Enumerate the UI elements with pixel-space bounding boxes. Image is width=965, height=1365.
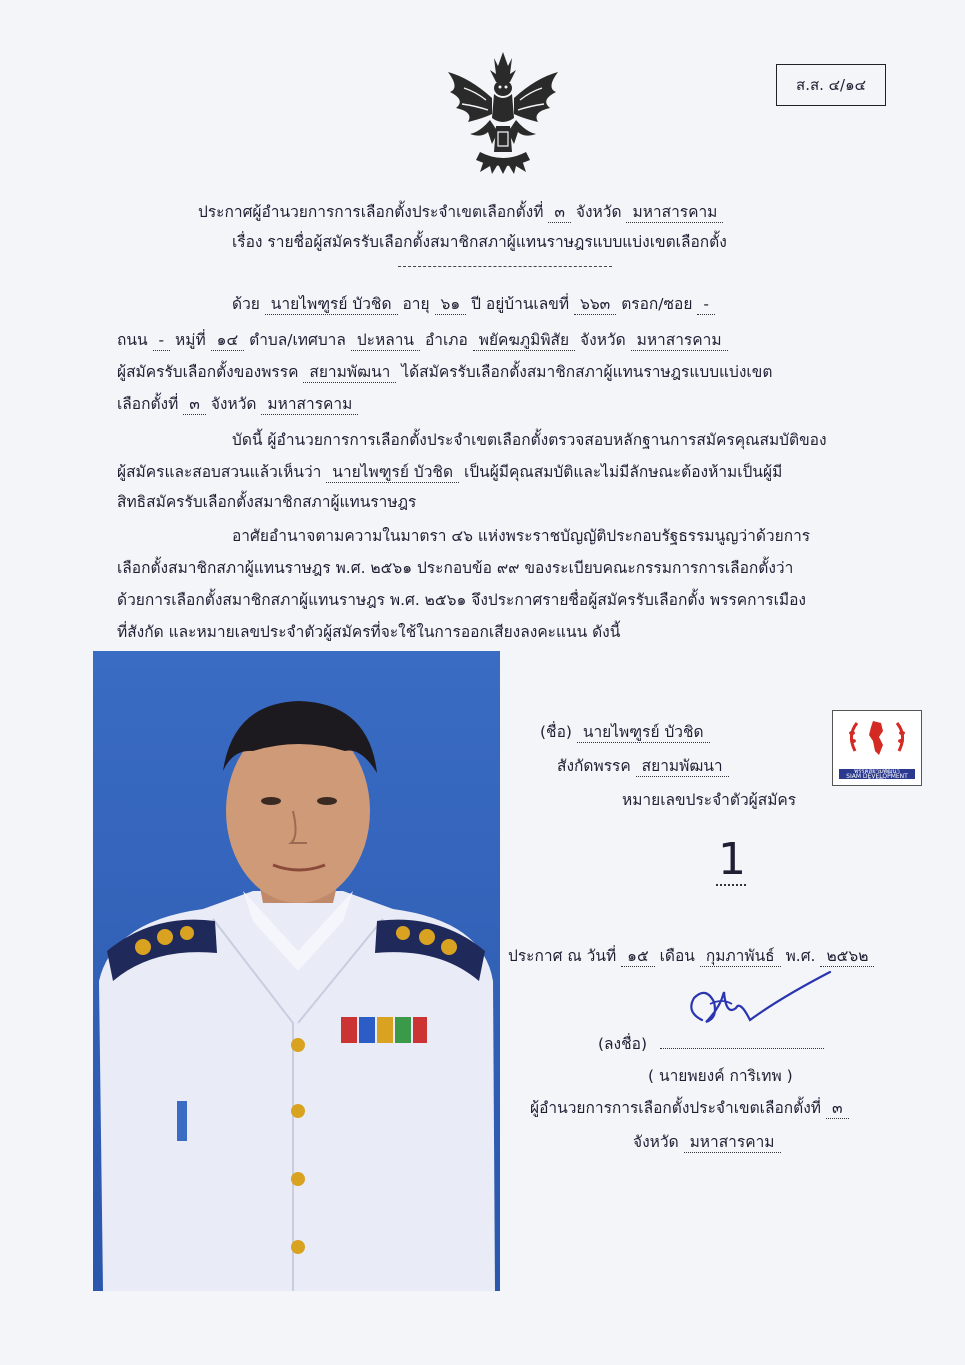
para2-line-1: บัดนี้ ผู้อำนวยการการเลือกตั้งประจำเขตเลือกตั้งตรวจสอบหลักฐานการสมัครคุณสมบัติของ <box>232 431 827 449</box>
announce-date-line <box>508 946 874 967</box>
candidate-party-line <box>557 756 729 777</box>
para1-line-3 <box>117 362 772 383</box>
age-label: อายุ <box>402 295 430 313</box>
moo-label: หมู่ที่ <box>175 331 206 349</box>
province-label-2: จังหวัด <box>210 395 257 413</box>
signer-province: มหาสารคาม <box>684 1132 781 1153</box>
road-label: ถนน <box>117 331 148 349</box>
signer-position: ผู้อำนวยการการเลือกตั้งประจำเขตเลือกตั้งที่ <box>530 1099 822 1117</box>
sign-line <box>660 1048 824 1049</box>
heading-province-label: จังหวัด <box>575 203 622 221</box>
alley-label: ตรอก/ซอย <box>621 295 693 313</box>
announce-year-label: พ.ศ. <box>785 947 816 965</box>
province-label: จังหวัด <box>580 331 626 349</box>
para2-candidate-name: นายไพฑูรย์ บัวชิด <box>326 462 459 483</box>
signer-province-line <box>633 1132 781 1153</box>
party-logo-name-en: SIAM DEVELOPMENT PARTY <box>846 773 908 785</box>
heading-divider <box>398 266 612 267</box>
handwritten-signature <box>680 968 840 1046</box>
heading-prefix: ประกาศผู้อำนวยการการเลือกตั้งประจำเขตเลือกตั้งที่ <box>198 203 544 221</box>
signer-district-no: ๓ <box>826 1098 849 1119</box>
announce-prefix: ประกาศ ณ วันที่ <box>508 947 617 965</box>
para2-prefix: ผู้สมัครและสอบสวนแล้วเห็นว่า <box>117 463 322 481</box>
para3-line-1: อาศัยอำนาจตามความในมาตรา ๔๖ แห่งพระราชบัญญัติประกอบรัฐธรรมนูญว่าด้วยการ <box>232 527 811 545</box>
amphoe-label: อำเภอ <box>424 331 468 349</box>
house-no-field: ๖๖๓ <box>574 294 616 315</box>
tambon-label: ตำบล/เทศบาล <box>249 331 346 349</box>
signer-name: ( นายพยงค์ การิเทพ ) <box>648 1067 793 1085</box>
candidate-name-label: (ชื่อ) <box>540 723 572 741</box>
para3-line-3: ด้วยการเลือกตั้งสมาชิกสภาผู้แทนราษฎร พ.ศ. ๒๕๖๑ จึงประกาศรายชื่อผู้สมัครรับเลือกตั้ง พรรคการเมือง <box>117 591 806 609</box>
party-label: ผู้สมัครรับเลือกตั้งของพรรค <box>117 363 299 381</box>
para1-line-1 <box>232 294 715 315</box>
signer-position-line <box>530 1098 849 1119</box>
para3-line-4: ที่สังกัด และหมายเลขประจำตัวผู้สมัครที่จะใช้ในการออกเสียงลงคะแนน ดังนี้ <box>117 623 621 641</box>
party-logo-name-th: พรรคสยามพัฒนา <box>854 768 900 775</box>
announce-month-label: เดือน <box>659 947 695 965</box>
alley-field: - <box>697 294 715 315</box>
province-field: มหาสารคาม <box>631 330 728 351</box>
candidate-party: สยามพัฒนา <box>636 756 729 777</box>
district-no-field: ๓ <box>183 394 206 415</box>
para2-suffix: เป็นผู้มีคุณสมบัติและไม่มีลักษณะต้องห้ามเป็นผู้มี <box>463 463 783 481</box>
para1-line-2 <box>117 330 728 351</box>
announce-month: กุมภาพันธ์ <box>700 946 781 967</box>
candidate-photo <box>93 651 500 1291</box>
announce-year: ๒๕๖๒ <box>820 946 874 967</box>
document-code: ส.ส. ๔/๑๔ <box>776 64 886 106</box>
party-logo <box>832 710 922 786</box>
province-field-2: มหาสารคาม <box>261 394 358 415</box>
para2-line-2 <box>117 462 782 483</box>
sign-label: (ลงชื่อ) <box>598 1035 647 1053</box>
house-label: ปี อยู่บ้านเลขที่ <box>471 295 570 313</box>
signer-province-label: จังหวัด <box>633 1133 679 1151</box>
para1-line-4 <box>117 394 358 415</box>
candidate-name: นายไพฑูรย์ บัวชิด <box>577 722 710 743</box>
heading-district-no: ๓ <box>548 202 571 223</box>
candidate-party-label: สังกัดพรรค <box>557 757 631 775</box>
candidate-number-label: หมายเลขประจำตัวผู้สมัคร <box>622 791 797 809</box>
district-label: เลือกตั้งที่ <box>117 395 179 413</box>
road-field: - <box>153 330 171 351</box>
para3-line-2: เลือกตั้งสมาชิกสภาผู้แทนราษฎร พ.ศ. ๒๕๖๑ ประกอบข้อ ๙๙ ของระเบียบคณะกรรมการการเลือกตั้งว่า <box>117 559 794 577</box>
applied-text: ได้สมัครรับเลือกตั้งสมาชิกสภาผู้แทนราษฎรแบบแบ่งเขต <box>401 363 773 381</box>
para2-line-3: สิทธิสมัครรับเลือกตั้งสมาชิกสภาผู้แทนราษฎร <box>117 493 417 511</box>
moo-field: ๑๔ <box>211 330 245 351</box>
party-field: สยามพัฒนา <box>303 362 396 383</box>
heading-line-1 <box>198 202 723 223</box>
candidate-name-line <box>540 722 710 743</box>
party-logo-band <box>839 768 915 785</box>
by-label: ด้วย <box>232 295 260 313</box>
party-emblem-icon <box>833 711 921 771</box>
heading-line-2: เรื่อง รายชื่อผู้สมัครรับเลือกตั้งสมาชิกสภาผู้แทนราษฎรแบบแบ่งเขตเลือกตั้ง <box>232 233 727 251</box>
candidate-number: 1 <box>718 834 746 885</box>
garuda-emblem-icon <box>440 48 566 176</box>
amphoe-field: พยัคฆภูมิพิสัย <box>473 330 575 351</box>
announce-day: ๑๕ <box>621 946 655 967</box>
candidate-name-field: นายไพฑูรย์ บัวชิด <box>265 294 398 315</box>
heading-province: มหาสารคาม <box>626 202 723 223</box>
tambon-field: ปะหลาน <box>351 330 420 351</box>
candidate-number-underline <box>716 884 746 886</box>
age-field: ๖๑ <box>435 294 467 315</box>
